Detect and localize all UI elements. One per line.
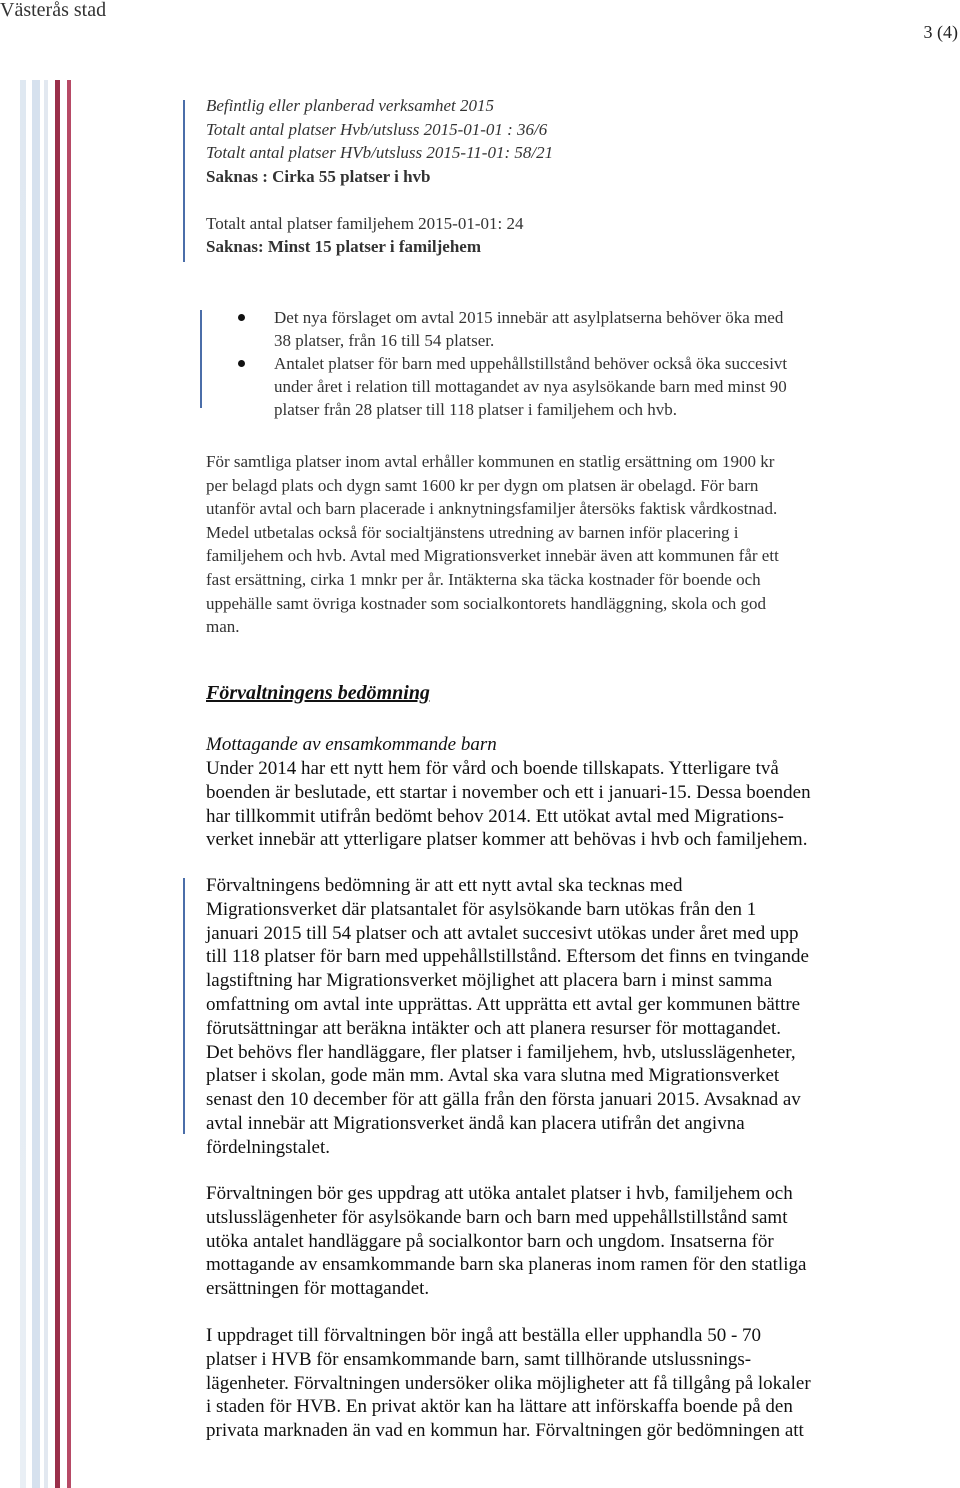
text-line: familjehem och hvb. Avtal med Migrationsverket innebär även att kommunen får ett [206,546,779,566]
text-line: till 118 platser för barn med uppehållstillstånd. Eftersom det finns en tvingande [206,946,809,968]
intro-line: Totalt antal platser Hvb/utsluss 2015-01-01 : 36/6 [206,119,548,139]
intro-block [206,94,946,259]
bullet-text: Antalet platser för barn med uppehållstillstånd behöver också öka succesivt [274,354,788,373]
paragraph-procurement [206,1324,946,1443]
intro-line: Totalt antal platser HVb/utsluss 2015-11-01: 58/21 [206,143,554,162]
text-line: platser i skolan, gode män mm. Avtal ska vara slutna med Migrationsverket [206,1065,780,1087]
bullet-text: under året i relation till mottagandet av nya asylsökande barn med minst 90 [274,377,787,396]
text-line: Medel utbetalas också för socialtjänstens utredning av barnen inför placering i [206,522,739,542]
text-line: lägenheter. Förvaltningen undersöker olika möjligheter att få tillgång på lokaler [206,1372,811,1394]
text-line: Förvaltningens bedömning är att ett nytt avtal ska tecknas med [206,875,683,896]
text-line: verket innebär att ytterligare platser kommer att behövas i hvb och familjehem. [206,829,808,851]
text-line: per belagd plats och dygn samt 1600 kr per dygn om platsen är obelagd. För barn [206,475,759,495]
intro-line: Saknas : Cirka 55 platser i hvb [206,166,431,186]
text-line: För samtliga platser inom avtal erhåller kommunen en statlig ersättning om 1900 kr [206,452,775,471]
text-line: I uppdraget till förvaltningen bör ingå att beställa eller upphandla 50 - 70 [206,1325,762,1346]
text-line: Det behövs fler handläggare, fler platser i familjehem, hvb, utslusslägenheter, [206,1041,796,1063]
margin-stripe [67,80,71,1488]
text-line: utslusslägenheter för asylsökande barn och barn med uppehållstillstånd samt [206,1206,788,1228]
margin-stripe [44,80,48,1488]
revision-bar [183,878,185,1134]
revision-bar [183,100,185,262]
margin-stripe [20,80,26,1488]
bullet-icon [238,360,245,367]
text-line: uppehälle samt övriga kostnader som socialkontorets handläggning, skola och god [206,593,766,613]
section-heading: Förvaltningens bedömning [206,682,430,704]
paragraph-compensation [206,450,946,639]
paragraph-assignment [206,1182,946,1301]
bullet-text: 38 platser, från 16 till 54 platser. [274,331,495,350]
bullet-icon [238,314,245,321]
bullet-text: Det nya förslaget om avtal 2015 innebär att asylplatserna behöver öka med [274,308,784,327]
intro-spacer [206,188,946,212]
list-item [238,306,787,352]
paragraph-intro-2014 [206,757,946,852]
text-line: fördelningstalet. [206,1136,330,1158]
bullet-list [238,306,787,421]
text-line: Migrationsverket där platsantalet för asylsökande barn utökas från den 1 [206,898,757,920]
text-line: utöka antalet handläggare på socialkontor barn och ungdom. Insatserna för [206,1230,774,1252]
text-line: lagstiftning har Migrationsverket möjlighet att placera barn i minst samma [206,970,773,992]
text-line: ersättningen för mottagandet. [206,1278,430,1300]
revision-bar [200,310,202,408]
intro-line: Saknas: Minst 15 platser i familjehem [206,237,481,256]
text-line: avtal innebär att Migrationsverket ändå kan placera utifrån det angivna [206,1112,745,1134]
text-line: i staden för HVB. En privat aktör kan ha lättare att införskaffa boende på den [206,1396,793,1418]
intro-line: Totalt antal platser familjehem 2015-01-01: 24 [206,213,524,233]
text-line: boenden är beslutade, ett startar i november och ett i januari-15. Dessa boenden [206,781,811,803]
text-line: man. [206,617,240,637]
list-item [238,352,787,421]
text-line: senast den 10 december för att gälla från den första januari 2015. Avsaknad av [206,1089,801,1111]
text-line: privata marknaden än vad en kommun har. Förvaltningen gör bedömningen att [206,1420,804,1442]
bullet-text: platser från 28 platser till 118 platser i familjehem och hvb. [274,400,678,419]
text-line: mottagande av ensamkommande barn ska planeras inom ramen för den statliga [206,1254,807,1276]
text-line: förutsättningar att beräkna intäkter och att planera resurser för mottagandet. [206,1017,782,1039]
text-line: omfattning om avtal inte upprättas. Att upprätta ett avtal ger kommunen bättre [206,993,801,1015]
margin-stripe [32,80,40,1488]
section-subheading: Mottagande av ensamkommande barn [206,734,497,755]
text-line: utanför avtal och barn placerade i anknytningsfamiljer återsöks faktisk vårdkostnad. [206,499,778,519]
page-number: 3 (4) [923,22,958,42]
text-line: platser i HVB för ensamkommande barn, samt tillhörande utslussnings- [206,1348,752,1370]
intro-title: Befintlig eller planberad verksamhet 2015 [206,96,494,115]
header-org: Västerås stad [0,0,107,21]
text-line: Under 2014 har ett nytt hem för vård och boende tillskapats. Ytterligare två [206,758,779,779]
margin-stripe [55,80,60,1488]
paragraph-assessment [206,874,946,1160]
text-line: har tillkommit utifrån bedömt behov 2014. Ett utökat avtal med Migrations- [206,805,784,827]
text-line: fast ersättning, cirka 1 mnkr per år. Intäkterna ska täcka kostnader för boende och [206,569,761,589]
text-line: Förvaltningen bör ges uppdrag att utöka antalet platser i hvb, familjehem och [206,1183,793,1204]
text-line: januari 2015 till 54 platser och att avtalet succesivt utökas under året med upp [206,922,799,944]
